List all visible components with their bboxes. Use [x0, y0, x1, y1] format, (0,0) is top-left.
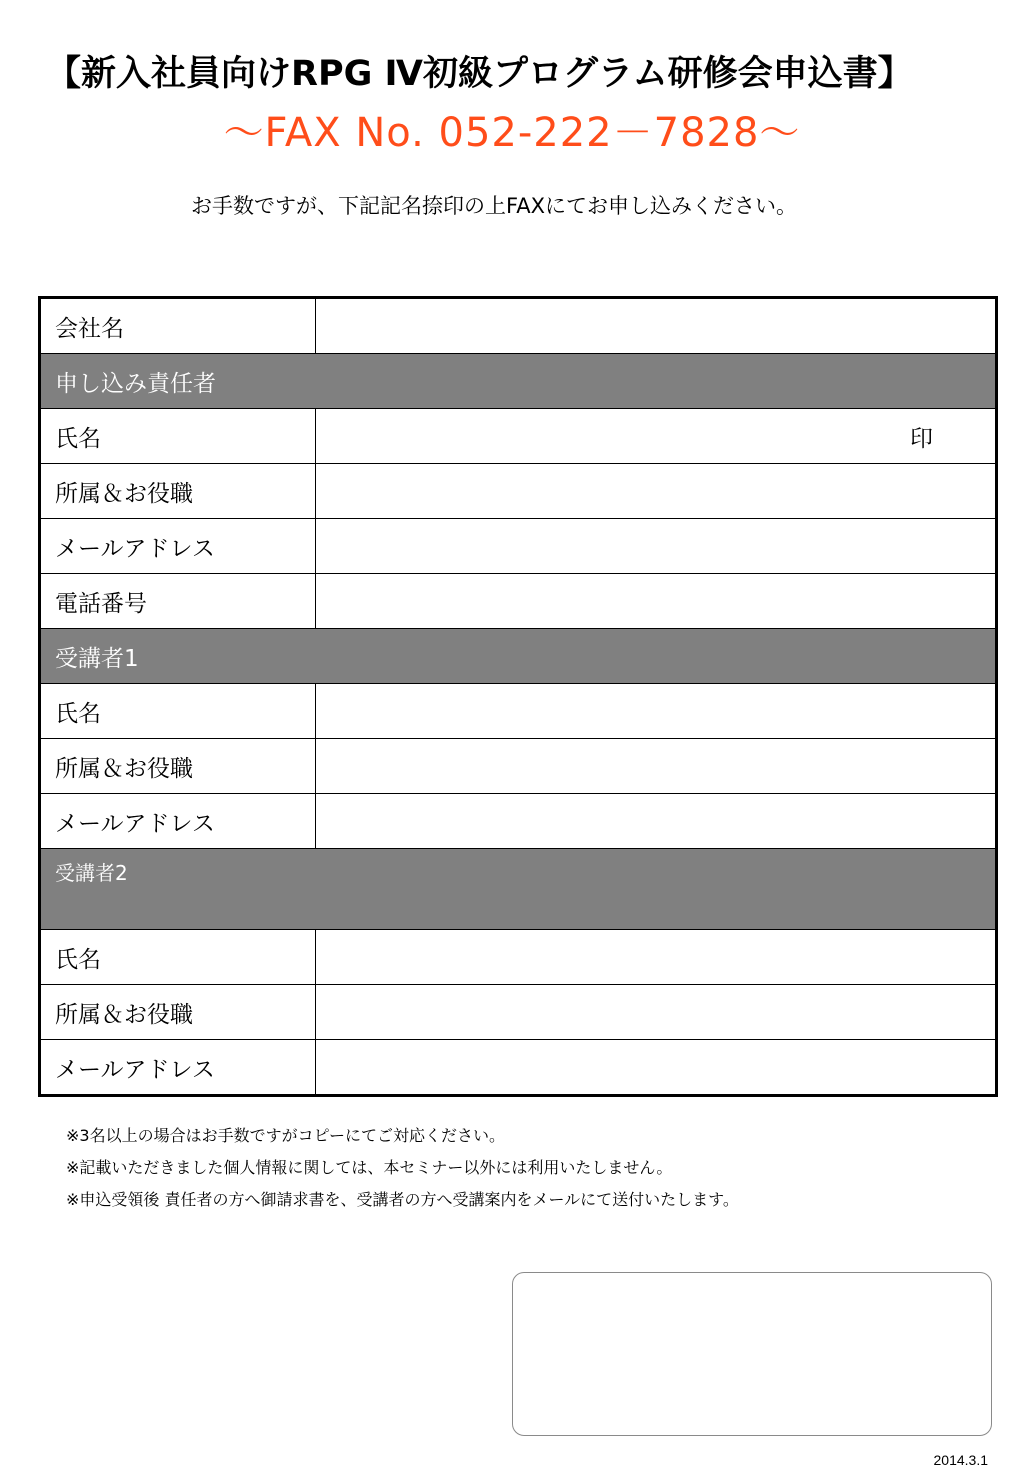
attendee1-dept-row — [40, 739, 997, 794]
note-item: ※記載いただきました個人情報に関しては、本セミナー以外には利用いたしません。 — [66, 1158, 673, 1177]
note-item: ※3名以上の場合はお手数ですがコピーにてご対応ください。 — [66, 1126, 505, 1145]
responsible-email-label: メールアドレス — [40, 519, 316, 574]
attendee2-dept-field[interactable] — [316, 985, 997, 1040]
note-item: ※申込受領後 責任者の方へ御請求書を、受講者の方へ受講案内をメールにて送付いたします。 — [66, 1190, 739, 1209]
responsible-section-row — [40, 354, 997, 409]
attendee2-email-field[interactable] — [316, 1040, 997, 1096]
attendee1-name-field[interactable] — [316, 684, 997, 739]
attendee2-email-row — [40, 1040, 997, 1096]
notes-list — [66, 1120, 739, 1216]
attendee2-dept-row — [40, 985, 997, 1040]
attendee2-dept-label: 所属＆お役職 — [40, 985, 316, 1040]
responsible-name-row — [40, 409, 997, 464]
attendee2-name-label: 氏名 — [40, 930, 316, 985]
responsible-phone-label: 電話番号 — [40, 574, 316, 629]
attendee1-name-label: 氏名 — [40, 684, 316, 739]
company-label: 会社名 — [40, 298, 316, 354]
responsible-email-field[interactable] — [316, 519, 997, 574]
form-title: 【新入社員向けRPG Ⅳ初級プログラム研修会申込書】 — [46, 54, 913, 94]
application-form-table — [38, 296, 998, 1097]
stamp-box — [512, 1272, 992, 1436]
attendee1-email-row — [40, 794, 997, 849]
attendee1-email-field[interactable] — [316, 794, 997, 849]
responsible-section-header: 申し込み責任者 — [40, 354, 997, 409]
attendee2-email-label: メールアドレス — [40, 1040, 316, 1096]
fax-number: ～FAX No. 052-222－7828～ — [223, 110, 801, 156]
attendee1-name-row — [40, 684, 997, 739]
attendee1-section-row — [40, 629, 997, 684]
issue-date: 2014.3.1 — [933, 1452, 988, 1468]
attendee2-name-field[interactable] — [316, 930, 997, 985]
seal-mark: 印 — [910, 425, 933, 452]
attendee1-dept-field[interactable] — [316, 739, 997, 794]
responsible-phone-field[interactable] — [316, 574, 997, 629]
attendee2-section-row — [40, 849, 997, 930]
responsible-dept-label: 所属＆お役職 — [40, 464, 316, 519]
responsible-email-row — [40, 519, 997, 574]
attendee2-section-header: 受講者2 — [40, 849, 997, 930]
responsible-dept-field[interactable] — [316, 464, 997, 519]
responsible-phone-row — [40, 574, 997, 629]
company-field[interactable] — [316, 298, 997, 354]
attendee1-section-header: 受講者1 — [40, 629, 997, 684]
attendee1-email-label: メールアドレス — [40, 794, 316, 849]
responsible-name-label: 氏名 — [40, 409, 316, 464]
company-row — [40, 298, 997, 354]
responsible-dept-row — [40, 464, 997, 519]
attendee2-name-row — [40, 930, 997, 985]
responsible-name-field[interactable] — [316, 409, 997, 464]
intro-text: お手数ですが、下記記名捺印の上FAXにてお申し込みください。 — [191, 194, 797, 218]
attendee1-dept-label: 所属＆お役職 — [40, 739, 316, 794]
